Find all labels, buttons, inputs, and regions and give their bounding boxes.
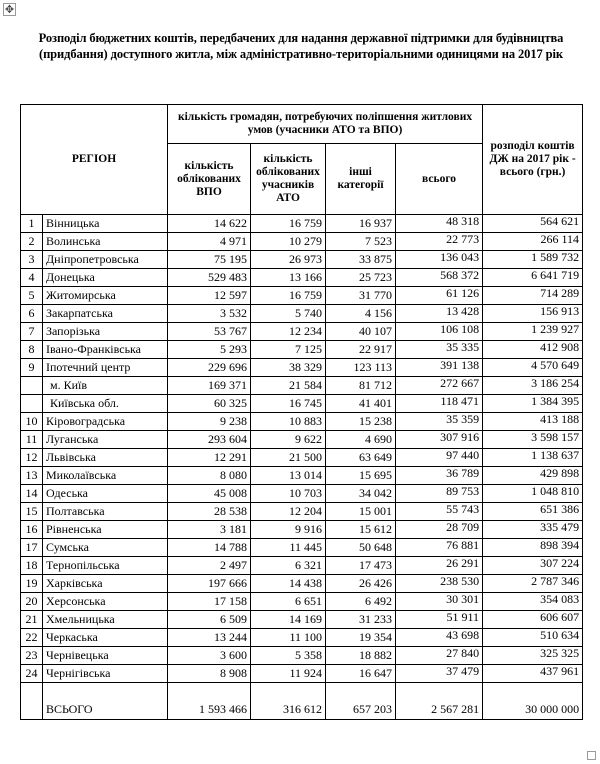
total-count: 30 301 [396, 593, 483, 611]
vpo-count: 293 604 [168, 431, 251, 449]
header-total: всього [396, 144, 483, 215]
vpo-count: 229 696 [168, 359, 251, 377]
other-count: 22 917 [326, 341, 396, 359]
region-name: Полтавська [43, 503, 168, 521]
vpo-count: 53 767 [168, 323, 251, 341]
other-count: 33 875 [326, 251, 396, 269]
allocation-amount: 606 607 [483, 611, 583, 629]
other-count: 16 937 [326, 215, 396, 233]
region-name: м. Київ [43, 377, 168, 395]
ato-count: 14 169 [251, 611, 326, 629]
allocation-amount: 156 913 [483, 305, 583, 323]
region-name: Київська обл. [43, 395, 168, 413]
other-count: 18 882 [326, 647, 396, 665]
row-number: 5 [21, 287, 43, 305]
document-title: Розподіл бюджетних коштів, передбачених для надання державної підтримки для будівництва (придбання) доступного житла, між адміністративно-територіальними одиницями на 2017 рік [38, 31, 564, 61]
ato-count: 16 759 [251, 215, 326, 233]
total-count: 51 911 [396, 611, 483, 629]
allocation-amount: 898 394 [483, 539, 583, 557]
region-name: Миколаївська [43, 467, 168, 485]
header-citizens-group: кількість громадян, потребуючих поліпшення житлових умов (учасники АТО та ВПО) [168, 105, 483, 144]
allocation-amount: 510 634 [483, 629, 583, 647]
region-name: Івано-Франківська [43, 341, 168, 359]
table-row [21, 665, 583, 683]
table-row [21, 449, 583, 467]
total-count: 43 698 [396, 629, 483, 647]
row-number: 3 [21, 251, 43, 269]
total-row-number [21, 683, 43, 720]
table-row [21, 521, 583, 539]
other-count: 26 426 [326, 575, 396, 593]
other-count: 4 690 [326, 431, 396, 449]
allocation-amount: 2 787 346 [483, 575, 583, 593]
vpo-count: 5 293 [168, 341, 251, 359]
ato-count: 10 883 [251, 413, 326, 431]
vpo-count: 169 371 [168, 377, 251, 395]
table-row [21, 647, 583, 665]
region-name: Чернівецька [43, 647, 168, 665]
ato-count: 12 204 [251, 503, 326, 521]
total-ato-count: 316 612 [251, 683, 326, 720]
row-number: 13 [21, 467, 43, 485]
row-number [21, 395, 43, 413]
row-number: 6 [21, 305, 43, 323]
other-count: 4 156 [326, 305, 396, 323]
ato-count: 5 740 [251, 305, 326, 323]
row-number: 17 [21, 539, 43, 557]
total-count: 27 840 [396, 647, 483, 665]
vpo-count: 13 244 [168, 629, 251, 647]
row-number: 2 [21, 233, 43, 251]
table-row [21, 431, 583, 449]
ato-count: 21 500 [251, 449, 326, 467]
allocation-amount: 429 898 [483, 467, 583, 485]
total-count: 37 479 [396, 665, 483, 683]
vpo-count: 8 908 [168, 665, 251, 683]
allocation-amount: 412 908 [483, 341, 583, 359]
other-count: 81 712 [326, 377, 396, 395]
other-count: 123 113 [326, 359, 396, 377]
table-row [21, 305, 583, 323]
table-row [21, 395, 583, 413]
allocation-amount: 651 386 [483, 503, 583, 521]
ato-count: 7 125 [251, 341, 326, 359]
allocation-amount: 413 188 [483, 413, 583, 431]
region-name: Чернігівська [43, 665, 168, 683]
other-count: 50 648 [326, 539, 396, 557]
ato-count: 11 100 [251, 629, 326, 647]
other-count: 19 354 [326, 629, 396, 647]
allocation-amount: 1 138 637 [483, 449, 583, 467]
table-row [21, 467, 583, 485]
other-count: 40 107 [326, 323, 396, 341]
vpo-count: 3 532 [168, 305, 251, 323]
region-name: Запорізька [43, 323, 168, 341]
region-name: Вінницька [43, 215, 168, 233]
vpo-count: 60 325 [168, 395, 251, 413]
row-number: 10 [21, 413, 43, 431]
vpo-count: 529 483 [168, 269, 251, 287]
table-row [21, 251, 583, 269]
region-name: Дніпропетровська [43, 251, 168, 269]
allocation-amount: 714 289 [483, 287, 583, 305]
table-row [21, 503, 583, 521]
vpo-count: 8 080 [168, 467, 251, 485]
allocation-amount: 1 239 927 [483, 323, 583, 341]
vpo-count: 12 291 [168, 449, 251, 467]
vpo-count: 14 622 [168, 215, 251, 233]
allocation-amount: 6 641 719 [483, 269, 583, 287]
vpo-count: 75 195 [168, 251, 251, 269]
table-resize-handle-icon[interactable] [587, 751, 596, 760]
total-count: 118 471 [396, 395, 483, 413]
ato-count: 13 166 [251, 269, 326, 287]
total-count: 35 335 [396, 341, 483, 359]
total-count: 238 530 [396, 575, 483, 593]
ato-count: 10 703 [251, 485, 326, 503]
table-row [21, 233, 583, 251]
region-name: Харківська [43, 575, 168, 593]
other-count: 7 523 [326, 233, 396, 251]
total-count: 26 291 [396, 557, 483, 575]
allocation-amount: 4 570 649 [483, 359, 583, 377]
ato-count: 9 622 [251, 431, 326, 449]
row-number: 14 [21, 485, 43, 503]
ato-count: 16 745 [251, 395, 326, 413]
table-row [21, 413, 583, 431]
row-number: 22 [21, 629, 43, 647]
region-name: Черкаська [43, 629, 168, 647]
header-region: РЕГІОН [21, 105, 168, 215]
total-allocation-amount: 30 000 000 [483, 683, 583, 720]
total-count: 55 743 [396, 503, 483, 521]
table-row [21, 557, 583, 575]
ato-count: 6 651 [251, 593, 326, 611]
ato-count: 6 321 [251, 557, 326, 575]
budget-allocation-table [20, 104, 583, 720]
row-number: 18 [21, 557, 43, 575]
ato-count: 9 916 [251, 521, 326, 539]
total-other-count: 657 203 [326, 683, 396, 720]
table-row [21, 593, 583, 611]
ato-count: 11 924 [251, 665, 326, 683]
ato-count: 5 358 [251, 647, 326, 665]
total-count: 22 773 [396, 233, 483, 251]
region-name: Луганська [43, 431, 168, 449]
total-count: 76 881 [396, 539, 483, 557]
table-row [21, 269, 583, 287]
row-number: 21 [21, 611, 43, 629]
total-count: 136 043 [396, 251, 483, 269]
ato-count: 13 014 [251, 467, 326, 485]
region-name: Одеська [43, 485, 168, 503]
table-row [21, 611, 583, 629]
vpo-count: 4 971 [168, 233, 251, 251]
vpo-count: 3 181 [168, 521, 251, 539]
region-name: Донецька [43, 269, 168, 287]
allocation-amount: 3 186 254 [483, 377, 583, 395]
region-name: Херсонська [43, 593, 168, 611]
header-vpo: кількість облікованих ВПО [168, 144, 251, 215]
other-count: 15 001 [326, 503, 396, 521]
ato-count: 11 445 [251, 539, 326, 557]
region-name: Львівська [43, 449, 168, 467]
table-row [21, 539, 583, 557]
row-number: 24 [21, 665, 43, 683]
row-number: 1 [21, 215, 43, 233]
table-row [21, 215, 583, 233]
total-count: 36 789 [396, 467, 483, 485]
other-count: 6 492 [326, 593, 396, 611]
table-row [21, 287, 583, 305]
region-name: Тернопільська [43, 557, 168, 575]
table-row [21, 575, 583, 593]
other-count: 15 238 [326, 413, 396, 431]
vpo-count: 17 158 [168, 593, 251, 611]
allocation-amount: 437 961 [483, 665, 583, 683]
header-other: інші категорії [326, 144, 396, 215]
other-count: 15 695 [326, 467, 396, 485]
ato-count: 16 759 [251, 287, 326, 305]
header-row-group [21, 105, 583, 144]
allocation-amount: 1 048 810 [483, 485, 583, 503]
total-count: 307 916 [396, 431, 483, 449]
row-number: 23 [21, 647, 43, 665]
allocation-amount: 564 621 [483, 215, 583, 233]
total-count: 28 709 [396, 521, 483, 539]
region-name: Закарпатська [43, 305, 168, 323]
other-count: 34 042 [326, 485, 396, 503]
allocation-amount: 266 114 [483, 233, 583, 251]
ato-count: 38 329 [251, 359, 326, 377]
allocation-amount: 1 589 732 [483, 251, 583, 269]
row-number: 9 [21, 359, 43, 377]
allocation-amount: 307 224 [483, 557, 583, 575]
total-count: 106 108 [396, 323, 483, 341]
other-count: 31 233 [326, 611, 396, 629]
total-count: 568 372 [396, 269, 483, 287]
total-vpo-count: 1 593 466 [168, 683, 251, 720]
table-row [21, 485, 583, 503]
other-count: 25 723 [326, 269, 396, 287]
region-name: Волинська [43, 233, 168, 251]
vpo-count: 9 238 [168, 413, 251, 431]
vpo-count: 3 600 [168, 647, 251, 665]
region-name: Рівненська [43, 521, 168, 539]
total-total-count: 2 567 281 [396, 683, 483, 720]
header-ato: кількість облікованих учасників АТО [251, 144, 326, 215]
region-name: Хмельницька [43, 611, 168, 629]
table-row [21, 341, 583, 359]
table-row [21, 377, 583, 395]
allocation-amount: 325 325 [483, 647, 583, 665]
other-count: 41 401 [326, 395, 396, 413]
region-name: Кіровоградська [43, 413, 168, 431]
row-number: 15 [21, 503, 43, 521]
region-name: Іпотечний центр [43, 359, 168, 377]
total-count: 97 440 [396, 449, 483, 467]
total-count: 61 126 [396, 287, 483, 305]
ato-count: 21 584 [251, 377, 326, 395]
table-body [21, 215, 583, 720]
total-count: 35 359 [396, 413, 483, 431]
region-name: Житомирська [43, 287, 168, 305]
row-number: 16 [21, 521, 43, 539]
row-number: 7 [21, 323, 43, 341]
table-move-handle-icon[interactable]: ✥ [4, 3, 15, 16]
row-number: 12 [21, 449, 43, 467]
ato-count: 14 438 [251, 575, 326, 593]
total-count: 13 428 [396, 305, 483, 323]
other-count: 31 770 [326, 287, 396, 305]
other-count: 16 647 [326, 665, 396, 683]
totals-row [21, 683, 583, 720]
ato-count: 12 234 [251, 323, 326, 341]
header-allocation: розподіл коштів ДЖ на 2017 рік - всього (грн.) [483, 105, 583, 215]
row-number: 20 [21, 593, 43, 611]
vpo-count: 197 666 [168, 575, 251, 593]
row-number [21, 377, 43, 395]
total-count: 272 667 [396, 377, 483, 395]
vpo-count: 28 538 [168, 503, 251, 521]
row-number: 11 [21, 431, 43, 449]
other-count: 63 649 [326, 449, 396, 467]
vpo-count: 14 788 [168, 539, 251, 557]
vpo-count: 12 597 [168, 287, 251, 305]
ato-count: 10 279 [251, 233, 326, 251]
other-count: 17 473 [326, 557, 396, 575]
allocation-amount: 335 479 [483, 521, 583, 539]
vpo-count: 2 497 [168, 557, 251, 575]
row-number: 8 [21, 341, 43, 359]
total-count: 89 753 [396, 485, 483, 503]
ato-count: 26 973 [251, 251, 326, 269]
allocation-amount: 3 598 157 [483, 431, 583, 449]
other-count: 15 612 [326, 521, 396, 539]
total-count: 48 318 [396, 215, 483, 233]
total-count: 391 138 [396, 359, 483, 377]
table-row [21, 629, 583, 647]
table-row [21, 359, 583, 377]
vpo-count: 6 509 [168, 611, 251, 629]
allocation-amount: 1 384 395 [483, 395, 583, 413]
vpo-count: 45 008 [168, 485, 251, 503]
row-number: 4 [21, 269, 43, 287]
total-region-name: ВСЬОГО [43, 683, 168, 720]
allocation-amount: 354 083 [483, 593, 583, 611]
row-number: 19 [21, 575, 43, 593]
region-name: Сумська [43, 539, 168, 557]
table-row [21, 323, 583, 341]
